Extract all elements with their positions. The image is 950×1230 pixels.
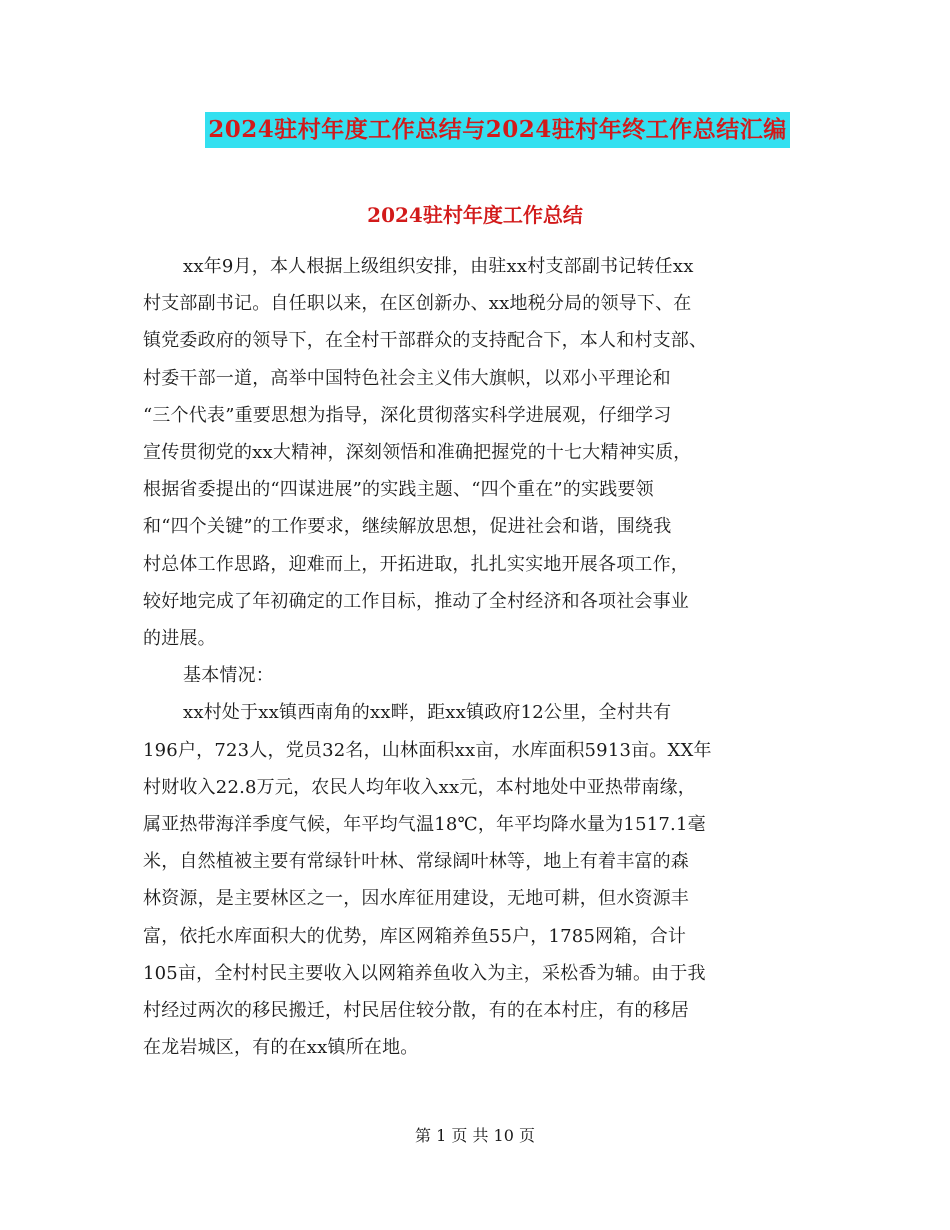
paragraph-line: 镇党委政府的领导下，在全村干部群众的支持配合下，本人和村支部、: [143, 330, 708, 352]
paragraph-line: 105亩，全村村民主要收入以网箱养鱼收入为主，采松香为辅。由于我: [143, 962, 706, 984]
paragraph-line: 村委干部一道，高举中国特色社会主义伟大旗帜，以邓小平理论和: [143, 367, 671, 389]
paragraph-line: 林资源，是主要林区之一，因水库征用建设，无地可耕，但水资源丰: [143, 888, 689, 910]
paragraph-line: 米，自然植被主要有常绿针叶林、常绿阔叶林等，地上有着丰富的森: [143, 851, 689, 873]
paragraph-line: 196户，723人，党员32名，山林面积xx亩，水库面积5913亩。XX年: [143, 739, 712, 761]
main-title-container: [0, 112, 950, 148]
paragraph-line: 根据省委提出的“四谋进展”的实践主题、“四个重在”的实践要领: [143, 479, 654, 501]
paragraph-line: 的进展。: [143, 628, 216, 650]
paragraph-line: 富，依托水库面积大的优势，库区网箱养鱼55户，1785网箱，合计: [143, 925, 687, 947]
paragraph-line: 较好地完成了年初确定的工作目标，推动了全村经济和各项社会事业: [143, 590, 689, 612]
paragraph-line: 村支部副书记。自任职以来，在区创新办、xx地税分局的领导下、在: [143, 293, 692, 315]
paragraph-line: 属亚热带海洋季度气候，年平均气温18℃，年平均降水量为1517.1毫: [143, 814, 706, 836]
paragraph-line: xx年9月，本人根据上级组织安排，由驻xx村支部副书记转任xx: [183, 256, 694, 277]
section-heading: 基本情况：: [183, 665, 274, 687]
paragraph-line: 村财收入22.8万元，农民人均年收入xx元，本村地处中亚热带南缘，: [143, 776, 696, 798]
paragraph-line: 在龙岩城区，有的在xx镇所在地。: [143, 1037, 419, 1059]
page-footer: 第 1 页 共 10 页: [415, 1126, 535, 1145]
main-title: 2024驻村年度工作总结与2024驻村年终工作总结汇编: [205, 112, 790, 148]
paragraph-line: 宣传贯彻党的xx大精神，深刻领悟和准确把握党的十七大精神实质，: [143, 442, 692, 464]
body-text: [143, 248, 815, 1066]
paragraph-line: 村总体工作思路，迎难而上，开拓进取，扎扎实实地开展各项工作，: [143, 553, 689, 575]
section-title: 2024驻村年度工作总结: [367, 203, 583, 227]
paragraph-line: 和“四个关键”的工作要求，继续解放思想，促进社会和谐，围绕我: [143, 516, 672, 538]
paragraph-line: “三个代表”重要思想为指导，深化贯彻落实科学进展观，仔细学习: [143, 404, 672, 426]
paragraph-line: 村经过两次的移民搬迁，村民居住较分散，有的在本村庄，有的移居: [143, 1000, 689, 1022]
paragraph-line: xx村处于xx镇西南角的xx畔，距xx镇政府12公里，全村共有: [183, 702, 672, 724]
